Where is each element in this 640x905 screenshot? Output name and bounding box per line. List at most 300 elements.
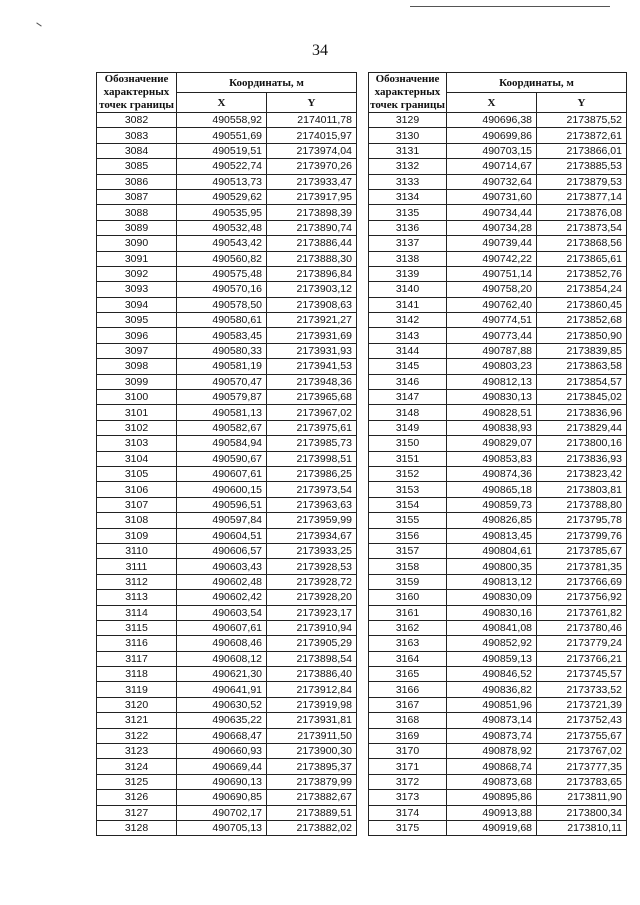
coord-y: 2173877,14 — [537, 189, 627, 204]
coord-x: 490913,88 — [447, 805, 537, 820]
table-row — [97, 405, 357, 420]
table-row — [97, 744, 357, 759]
table-row — [369, 559, 627, 574]
point-id: 3166 — [369, 682, 447, 697]
point-id: 3165 — [369, 667, 447, 682]
point-id: 3111 — [97, 559, 177, 574]
coord-y: 2173865,61 — [537, 251, 627, 266]
coord-y: 2173931,81 — [267, 713, 357, 728]
coord-y: 2173963,63 — [267, 497, 357, 512]
point-id: 3114 — [97, 605, 177, 620]
table-row — [369, 143, 627, 158]
table-row — [369, 482, 627, 497]
table-row — [97, 713, 357, 728]
point-id: 3151 — [369, 451, 447, 466]
coord-y: 2173836,93 — [537, 451, 627, 466]
coord-x: 490878,92 — [447, 744, 537, 759]
coord-x: 490751,14 — [447, 266, 537, 281]
table-row — [369, 590, 627, 605]
coord-x: 490621,30 — [177, 667, 267, 682]
coord-x: 490570,47 — [177, 374, 267, 389]
coord-x: 490731,60 — [447, 189, 537, 204]
header-x: X — [447, 93, 537, 113]
point-id: 3141 — [369, 297, 447, 312]
table-row — [97, 297, 357, 312]
coord-x: 490603,54 — [177, 605, 267, 620]
coord-x: 490602,48 — [177, 574, 267, 589]
table-row — [97, 605, 357, 620]
coord-y: 2173854,24 — [537, 282, 627, 297]
coord-x: 490551,69 — [177, 128, 267, 143]
coord-y: 2173876,08 — [537, 205, 627, 220]
table-row — [369, 667, 627, 682]
coord-x: 490838,93 — [447, 420, 537, 435]
coord-y: 2173766,21 — [537, 651, 627, 666]
point-id: 3138 — [369, 251, 447, 266]
point-id: 3119 — [97, 682, 177, 697]
header-coordinates: Координаты, м — [447, 73, 627, 93]
coord-x: 490895,86 — [447, 790, 537, 805]
point-id: 3115 — [97, 620, 177, 635]
coord-y: 2173975,61 — [267, 420, 357, 435]
point-id: 3094 — [97, 297, 177, 312]
table-row — [369, 436, 627, 451]
table-row — [97, 189, 357, 204]
table-row — [97, 574, 357, 589]
table-row — [369, 405, 627, 420]
coord-y: 2173777,35 — [537, 759, 627, 774]
point-id: 3096 — [97, 328, 177, 343]
table-row — [97, 497, 357, 512]
coord-x: 490873,14 — [447, 713, 537, 728]
coord-y: 2173903,12 — [267, 282, 357, 297]
coord-x: 490584,94 — [177, 436, 267, 451]
coord-x: 490519,51 — [177, 143, 267, 158]
point-id: 3099 — [97, 374, 177, 389]
coord-x: 490919,68 — [447, 820, 537, 835]
point-id: 3172 — [369, 774, 447, 789]
coord-x: 490590,67 — [177, 451, 267, 466]
coord-x: 490703,15 — [447, 143, 537, 158]
table-row — [97, 436, 357, 451]
point-id: 3150 — [369, 436, 447, 451]
table-row — [369, 728, 627, 743]
point-id: 3154 — [369, 497, 447, 512]
table-row — [369, 189, 627, 204]
table-row — [369, 497, 627, 512]
point-id: 3113 — [97, 590, 177, 605]
coord-y: 2173868,56 — [537, 236, 627, 251]
point-id: 3088 — [97, 205, 177, 220]
coord-x: 490762,40 — [447, 297, 537, 312]
point-id: 3134 — [369, 189, 447, 204]
coord-y: 2173829,44 — [537, 420, 627, 435]
table-row — [97, 251, 357, 266]
coord-x: 490560,82 — [177, 251, 267, 266]
point-id: 3149 — [369, 420, 447, 435]
coord-y: 2173886,40 — [267, 667, 357, 682]
point-id: 3155 — [369, 513, 447, 528]
coord-x: 490578,50 — [177, 297, 267, 312]
coord-x: 490602,42 — [177, 590, 267, 605]
coord-y: 2173889,51 — [267, 805, 357, 820]
coord-x: 490773,44 — [447, 328, 537, 343]
table-row — [369, 682, 627, 697]
table-row — [97, 482, 357, 497]
coord-y: 2173896,84 — [267, 266, 357, 281]
table-row — [97, 805, 357, 820]
coord-y: 2173898,54 — [267, 651, 357, 666]
point-id: 3121 — [97, 713, 177, 728]
coord-y: 2173998,51 — [267, 451, 357, 466]
coord-y: 2173910,94 — [267, 620, 357, 635]
coord-y: 2173917,95 — [267, 189, 357, 204]
coord-x: 490859,73 — [447, 497, 537, 512]
coord-x: 490705,13 — [177, 820, 267, 835]
point-id: 3171 — [369, 759, 447, 774]
point-id: 3137 — [369, 236, 447, 251]
coord-y: 2173779,24 — [537, 636, 627, 651]
table-row — [369, 420, 627, 435]
point-id: 3130 — [369, 128, 447, 143]
coord-x: 490600,15 — [177, 482, 267, 497]
table-row — [369, 343, 627, 358]
coord-x: 490630,52 — [177, 697, 267, 712]
point-id: 3087 — [97, 189, 177, 204]
coord-y: 2173912,84 — [267, 682, 357, 697]
coord-y: 2173766,69 — [537, 574, 627, 589]
coord-x: 490868,74 — [447, 759, 537, 774]
coord-x: 490813,12 — [447, 574, 537, 589]
table-row — [369, 620, 627, 635]
coord-x: 490732,64 — [447, 174, 537, 189]
table-row — [97, 220, 357, 235]
coord-y: 2173852,76 — [537, 266, 627, 281]
coord-x: 490873,68 — [447, 774, 537, 789]
point-id: 3167 — [369, 697, 447, 712]
coord-x: 490758,20 — [447, 282, 537, 297]
point-id: 3160 — [369, 590, 447, 605]
coord-x: 490690,13 — [177, 774, 267, 789]
table-row — [97, 113, 357, 128]
point-id: 3100 — [97, 390, 177, 405]
point-id: 3093 — [97, 282, 177, 297]
coord-x: 490714,67 — [447, 159, 537, 174]
point-id: 3089 — [97, 220, 177, 235]
coord-y: 2173780,46 — [537, 620, 627, 635]
table-row — [369, 174, 627, 189]
coord-x: 490742,22 — [447, 251, 537, 266]
coord-x: 490739,44 — [447, 236, 537, 251]
table-row — [97, 774, 357, 789]
point-id: 3157 — [369, 543, 447, 558]
table-row — [97, 466, 357, 481]
coord-y: 2173933,47 — [267, 174, 357, 189]
table-row — [97, 159, 357, 174]
point-id: 3133 — [369, 174, 447, 189]
table-row — [97, 420, 357, 435]
point-id: 3101 — [97, 405, 177, 420]
point-id: 3127 — [97, 805, 177, 820]
point-id: 3102 — [97, 420, 177, 435]
table-row — [369, 759, 627, 774]
coord-y: 2173928,53 — [267, 559, 357, 574]
point-id: 3128 — [97, 820, 177, 835]
point-id: 3095 — [97, 313, 177, 328]
coord-y: 2173967,02 — [267, 405, 357, 420]
table-row — [369, 236, 627, 251]
point-id: 3139 — [369, 266, 447, 281]
point-id: 3107 — [97, 497, 177, 512]
coord-x: 490829,07 — [447, 436, 537, 451]
point-id: 3110 — [97, 543, 177, 558]
coord-x: 490558,92 — [177, 113, 267, 128]
header-y: Y — [537, 93, 627, 113]
table-row — [97, 697, 357, 712]
coord-x: 490606,57 — [177, 543, 267, 558]
scan-line-top — [410, 6, 610, 7]
table-row — [369, 313, 627, 328]
coord-x: 490696,38 — [447, 113, 537, 128]
coord-y: 2173931,93 — [267, 343, 357, 358]
point-id: 3174 — [369, 805, 447, 820]
coord-y: 2173875,52 — [537, 113, 627, 128]
point-id: 3117 — [97, 651, 177, 666]
table-row — [97, 143, 357, 158]
coord-x: 490597,84 — [177, 513, 267, 528]
coord-x: 490812,13 — [447, 374, 537, 389]
coord-x: 490535,95 — [177, 205, 267, 220]
point-id: 3158 — [369, 559, 447, 574]
coord-y: 2173854,57 — [537, 374, 627, 389]
coord-y: 2173890,74 — [267, 220, 357, 235]
coord-x: 490669,44 — [177, 759, 267, 774]
coord-x: 490635,22 — [177, 713, 267, 728]
header-x: X — [177, 93, 267, 113]
table-row — [97, 590, 357, 605]
coord-y: 2173908,63 — [267, 297, 357, 312]
coord-x: 490830,09 — [447, 590, 537, 605]
table-row — [97, 651, 357, 666]
coord-y: 2173863,58 — [537, 359, 627, 374]
coord-y: 2173783,65 — [537, 774, 627, 789]
coord-x: 490596,51 — [177, 497, 267, 512]
point-id: 3148 — [369, 405, 447, 420]
coord-x: 490608,46 — [177, 636, 267, 651]
coord-x: 490529,62 — [177, 189, 267, 204]
coord-x: 490575,48 — [177, 266, 267, 281]
coord-y: 2173941,53 — [267, 359, 357, 374]
coordinates-table-left — [96, 72, 357, 836]
point-id: 3145 — [369, 359, 447, 374]
coord-y: 2173923,17 — [267, 605, 357, 620]
coord-x: 490641,91 — [177, 682, 267, 697]
coord-y: 2173755,67 — [537, 728, 627, 743]
table-row — [97, 343, 357, 358]
coord-y: 2173839,85 — [537, 343, 627, 358]
coord-y: 2173931,69 — [267, 328, 357, 343]
coord-y: 2173900,30 — [267, 744, 357, 759]
point-id: 3159 — [369, 574, 447, 589]
table-row — [97, 236, 357, 251]
coord-y: 2173974,04 — [267, 143, 357, 158]
coord-x: 490570,16 — [177, 282, 267, 297]
point-id: 3103 — [97, 436, 177, 451]
coord-y: 2173886,44 — [267, 236, 357, 251]
coord-x: 490787,88 — [447, 343, 537, 358]
coord-y: 2173879,53 — [537, 174, 627, 189]
point-id: 3161 — [369, 605, 447, 620]
table-row — [369, 266, 627, 281]
table-row — [97, 128, 357, 143]
coord-y: 2173973,54 — [267, 482, 357, 497]
coord-y: 2173800,16 — [537, 436, 627, 451]
point-id: 3125 — [97, 774, 177, 789]
coord-x: 490532,48 — [177, 220, 267, 235]
point-id: 3109 — [97, 528, 177, 543]
coord-x: 490607,61 — [177, 620, 267, 635]
coord-y: 2173872,61 — [537, 128, 627, 143]
point-id: 3143 — [369, 328, 447, 343]
table-row — [369, 513, 627, 528]
point-id: 3082 — [97, 113, 177, 128]
coord-y: 2174015,97 — [267, 128, 357, 143]
coord-x: 490604,51 — [177, 528, 267, 543]
table-row — [369, 713, 627, 728]
coord-y: 2173811,90 — [537, 790, 627, 805]
coord-x: 490830,16 — [447, 605, 537, 620]
table-row — [369, 636, 627, 651]
coord-y: 2173895,37 — [267, 759, 357, 774]
table-row — [97, 559, 357, 574]
coordinates-table-right — [368, 72, 627, 836]
coord-x: 490873,74 — [447, 728, 537, 743]
coord-y: 2173921,27 — [267, 313, 357, 328]
point-id: 3116 — [97, 636, 177, 651]
coord-y: 2173850,90 — [537, 328, 627, 343]
coord-x: 490826,85 — [447, 513, 537, 528]
table-row — [97, 528, 357, 543]
coord-y: 2173799,76 — [537, 528, 627, 543]
coord-x: 490836,82 — [447, 682, 537, 697]
coord-x: 490813,45 — [447, 528, 537, 543]
coord-y: 2173970,26 — [267, 159, 357, 174]
coord-x: 490852,92 — [447, 636, 537, 651]
coord-y: 2173879,99 — [267, 774, 357, 789]
coord-y: 2173721,39 — [537, 697, 627, 712]
table-row — [369, 605, 627, 620]
coord-x: 490865,18 — [447, 482, 537, 497]
table-row — [369, 220, 627, 235]
point-id: 3142 — [369, 313, 447, 328]
table-row — [369, 451, 627, 466]
coord-y: 2173919,98 — [267, 697, 357, 712]
point-id: 3097 — [97, 343, 177, 358]
coord-x: 490800,35 — [447, 559, 537, 574]
coord-x: 490581,13 — [177, 405, 267, 420]
coord-x: 490851,96 — [447, 697, 537, 712]
coord-x: 490734,44 — [447, 205, 537, 220]
header-point-label: Обозначение характерных точек границы — [97, 73, 177, 113]
coord-y: 2173898,39 — [267, 205, 357, 220]
coord-y: 2173845,02 — [537, 390, 627, 405]
coord-x: 490702,17 — [177, 805, 267, 820]
table-row — [97, 543, 357, 558]
coord-x: 490581,19 — [177, 359, 267, 374]
coord-x: 490668,47 — [177, 728, 267, 743]
coord-y: 2173873,54 — [537, 220, 627, 235]
coord-y: 2173733,52 — [537, 682, 627, 697]
coord-x: 490853,83 — [447, 451, 537, 466]
coord-y: 2173985,73 — [267, 436, 357, 451]
point-id: 3122 — [97, 728, 177, 743]
table-row — [97, 636, 357, 651]
coord-x: 490580,33 — [177, 343, 267, 358]
point-id: 3164 — [369, 651, 447, 666]
table-row — [369, 328, 627, 343]
point-id: 3090 — [97, 236, 177, 251]
coord-y: 2173965,68 — [267, 390, 357, 405]
coord-y: 2173986,25 — [267, 466, 357, 481]
point-id: 3124 — [97, 759, 177, 774]
coord-y: 2173882,67 — [267, 790, 357, 805]
point-id: 3168 — [369, 713, 447, 728]
table-row — [97, 451, 357, 466]
table-row — [369, 282, 627, 297]
table-row — [369, 820, 627, 835]
point-id: 3131 — [369, 143, 447, 158]
table-row — [369, 297, 627, 312]
table-row — [369, 113, 627, 128]
table-row — [97, 790, 357, 805]
coord-y: 2173803,81 — [537, 482, 627, 497]
table-row — [369, 528, 627, 543]
coord-x: 490522,74 — [177, 159, 267, 174]
point-id: 3146 — [369, 374, 447, 389]
point-id: 3123 — [97, 744, 177, 759]
table-row — [97, 313, 357, 328]
coord-y: 2173752,43 — [537, 713, 627, 728]
coord-y: 2173767,02 — [537, 744, 627, 759]
point-id: 3120 — [97, 697, 177, 712]
table-row — [369, 774, 627, 789]
scan-line-fragment — [36, 22, 41, 26]
table-row — [369, 543, 627, 558]
table-row — [369, 805, 627, 820]
point-id: 3170 — [369, 744, 447, 759]
table-row — [97, 682, 357, 697]
point-id: 3132 — [369, 159, 447, 174]
point-id: 3104 — [97, 451, 177, 466]
coord-x: 490803,23 — [447, 359, 537, 374]
coord-y: 2173823,42 — [537, 466, 627, 481]
coord-y: 2173761,82 — [537, 605, 627, 620]
coord-x: 490608,12 — [177, 651, 267, 666]
point-id: 3162 — [369, 620, 447, 635]
coord-x: 490734,28 — [447, 220, 537, 235]
coord-x: 490603,43 — [177, 559, 267, 574]
table-row — [97, 328, 357, 343]
coord-y: 2173959,99 — [267, 513, 357, 528]
coord-x: 490859,13 — [447, 651, 537, 666]
point-id: 3175 — [369, 820, 447, 835]
table-row — [369, 574, 627, 589]
coord-y: 2173756,92 — [537, 590, 627, 605]
table-row — [369, 128, 627, 143]
coord-y: 2173836,96 — [537, 405, 627, 420]
coord-x: 490580,61 — [177, 313, 267, 328]
coord-x: 490660,93 — [177, 744, 267, 759]
